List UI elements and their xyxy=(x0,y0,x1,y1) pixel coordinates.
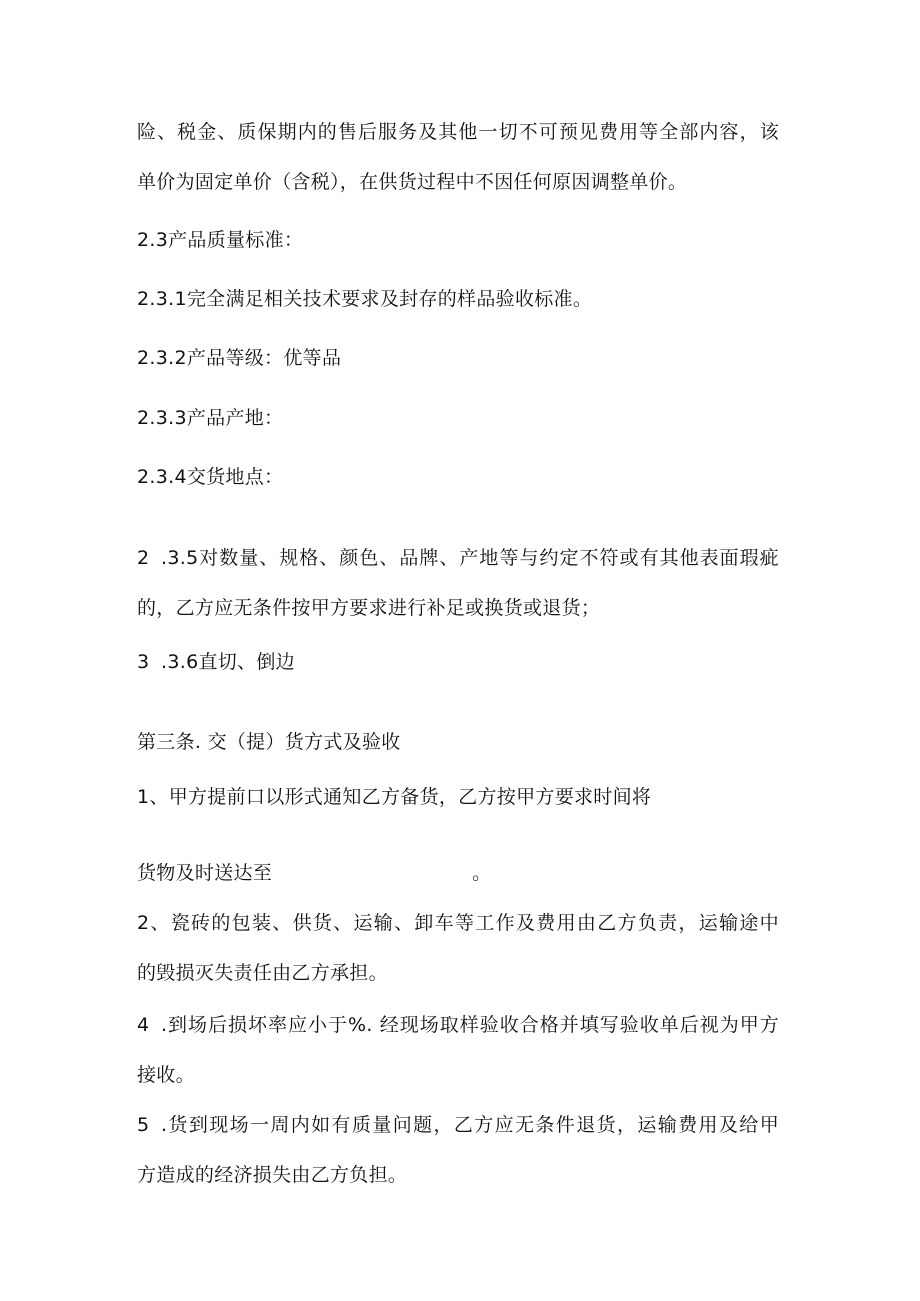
line-text: 方造成的经济损失由乙方负担。 xyxy=(137,1164,408,1186)
clause-line xyxy=(137,406,283,430)
line-number: 2 xyxy=(137,547,150,569)
line-end-mark: 。 xyxy=(472,862,492,884)
paragraph-line xyxy=(137,170,687,194)
clause-line xyxy=(137,465,283,489)
line-text: 2.3.3产品产地： xyxy=(137,407,284,429)
line-text: 的毁损灭失责任由乙方承担。 xyxy=(137,962,388,984)
clause-line xyxy=(137,861,491,885)
line-text: 险、税金、质保期内的售后服务及其他一切不可预见费用等全部内容，该 xyxy=(137,121,779,143)
paragraph-line xyxy=(137,1063,195,1087)
line-number: 5 xyxy=(137,1114,150,1136)
clause-line xyxy=(137,546,779,570)
line-text: .货到现场一周内如有质量问题，乙方应无条件退货，运输费用及给甲 xyxy=(161,1114,779,1136)
line-text: 单价为固定单价（含税），在供货过程中不因任何原因调整单价。 xyxy=(137,171,688,193)
article-heading xyxy=(137,730,401,754)
clause-line xyxy=(137,911,779,935)
line-text: 1、甲方提前口以形式通知乙方备货，乙方按甲方要求时间将 xyxy=(137,786,652,808)
line-text: 货物及时送达至 xyxy=(137,862,273,884)
line-text: .到场后损坏率应小于%. 经现场取样验收合格并填写验收单后视为甲方 xyxy=(161,1014,779,1036)
clause-line xyxy=(137,287,592,311)
line-text: 第三条. 交（提）货方式及验收 xyxy=(137,731,401,753)
line-text: .3.6直切、倒边 xyxy=(161,651,295,673)
line-text: 的，乙方应无条件按甲方要求进行补足或换货或退货； xyxy=(137,597,601,619)
clause-line xyxy=(137,346,341,370)
clause-line xyxy=(137,785,651,809)
paragraph-line xyxy=(137,1163,407,1187)
line-text: .3.5对数量、规格、颜色、品牌、产地等与约定不符或有其他表面瑕疵 xyxy=(161,547,779,569)
paragraph-line xyxy=(137,120,779,144)
line-text: 2.3.4交货地点： xyxy=(137,466,284,488)
clause-line xyxy=(137,1113,779,1137)
line-text: 接收。 xyxy=(137,1064,195,1086)
clause-line xyxy=(137,1013,779,1037)
line-text: 2.3.1完全满足相关技术要求及封存的样品验收标准。 xyxy=(137,288,593,310)
line-text: 2、瓷砖的包装、供货、运输、卸车等工作及费用由乙方负责，运输途中 xyxy=(137,912,779,934)
paragraph-line xyxy=(137,961,388,985)
clause-line xyxy=(137,650,295,674)
line-number: 3 xyxy=(137,651,150,673)
line-text: 2.3.2产品等级：优等品 xyxy=(137,347,342,369)
paragraph-line xyxy=(137,596,600,620)
line-number: 4 xyxy=(137,1014,150,1036)
line-text: 2.3产品质量标准： xyxy=(137,229,304,251)
section-heading xyxy=(137,228,303,252)
